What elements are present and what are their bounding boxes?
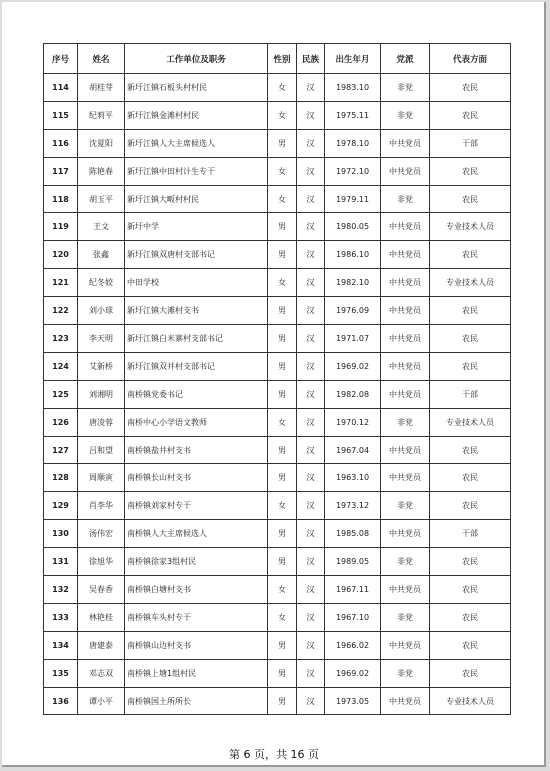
name-cell: 李天明 xyxy=(78,325,125,353)
gender-cell: 男 xyxy=(268,548,297,576)
party-cell: 中共党员 xyxy=(381,213,430,241)
birth-cell: 1970.12 xyxy=(325,408,381,436)
birth-cell: 1986.10 xyxy=(325,241,381,269)
birth-cell: 1973.05 xyxy=(325,687,381,715)
unit-cell: 新圩江镇金滩村村民 xyxy=(125,101,268,129)
header-name: 姓名 xyxy=(78,44,125,74)
seq-cell: 117 xyxy=(44,157,78,185)
gender-cell: 男 xyxy=(268,213,297,241)
seq-cell: 129 xyxy=(44,492,78,520)
name-cell: 吴春香 xyxy=(78,576,125,604)
ethnicity-cell: 汉 xyxy=(297,492,325,520)
representation-cell: 农民 xyxy=(430,352,511,380)
name-cell: 肖李华 xyxy=(78,492,125,520)
unit-cell: 新圩江镇双唐村支部书记 xyxy=(125,241,268,269)
unit-cell: 南桥镇党委书记 xyxy=(125,380,268,408)
unit-cell: 新圩江镇中田村计生专干 xyxy=(125,157,268,185)
gender-cell: 男 xyxy=(268,352,297,380)
seq-cell: 130 xyxy=(44,520,78,548)
gender-cell: 女 xyxy=(268,492,297,520)
gender-cell: 男 xyxy=(268,380,297,408)
representation-cell: 专业技术人员 xyxy=(430,408,511,436)
unit-cell: 新圩江镇双井村支部书记 xyxy=(125,352,268,380)
seq-cell: 126 xyxy=(44,408,78,436)
representation-cell: 专业技术人员 xyxy=(430,213,511,241)
seq-cell: 128 xyxy=(44,464,78,492)
party-cell: 中共党员 xyxy=(381,520,430,548)
party-cell: 中共党员 xyxy=(381,464,430,492)
representation-cell: 干部 xyxy=(430,129,511,157)
party-cell: 非党 xyxy=(381,492,430,520)
party-cell: 非党 xyxy=(381,74,430,102)
name-cell: 汤伟宏 xyxy=(78,520,125,548)
table-row xyxy=(44,241,511,269)
ethnicity-cell: 汉 xyxy=(297,352,325,380)
birth-cell: 1967.04 xyxy=(325,436,381,464)
birth-cell: 1973.12 xyxy=(325,492,381,520)
birth-cell: 1982.10 xyxy=(325,269,381,297)
unit-cell: 南桥镇盐井村支书 xyxy=(125,436,268,464)
table-row xyxy=(44,687,511,715)
gender-cell: 男 xyxy=(268,129,297,157)
table-row xyxy=(44,603,511,631)
name-cell: 徐旭华 xyxy=(78,548,125,576)
name-cell: 陈艳春 xyxy=(78,157,125,185)
seq-cell: 123 xyxy=(44,325,78,353)
ethnicity-cell: 汉 xyxy=(297,297,325,325)
table-row xyxy=(44,380,511,408)
party-cell: 非党 xyxy=(381,603,430,631)
unit-cell: 新圩江镇大畈村村民 xyxy=(125,185,268,213)
seq-cell: 134 xyxy=(44,631,78,659)
name-cell: 胡桂芽 xyxy=(78,74,125,102)
unit-cell: 南桥镇长山村支书 xyxy=(125,464,268,492)
party-cell: 中共党员 xyxy=(381,687,430,715)
table-row xyxy=(44,185,511,213)
representation-cell: 农民 xyxy=(430,325,511,353)
ethnicity-cell: 汉 xyxy=(297,687,325,715)
party-cell: 中共党员 xyxy=(381,241,430,269)
gender-cell: 男 xyxy=(268,687,297,715)
birth-cell: 1982.08 xyxy=(325,380,381,408)
unit-cell: 新圩江镇白米寨村支部书记 xyxy=(125,325,268,353)
gender-cell: 男 xyxy=(268,631,297,659)
party-cell: 中共党员 xyxy=(381,352,430,380)
name-cell: 唐建泰 xyxy=(78,631,125,659)
representation-cell: 干部 xyxy=(430,380,511,408)
birth-cell: 1989.05 xyxy=(325,548,381,576)
representation-cell: 农民 xyxy=(430,659,511,687)
seq-cell: 135 xyxy=(44,659,78,687)
table-row xyxy=(44,213,511,241)
ethnicity-cell: 汉 xyxy=(297,603,325,631)
unit-cell: 南桥镇白塘村支书 xyxy=(125,576,268,604)
birth-cell: 1979.11 xyxy=(325,185,381,213)
table-row xyxy=(44,157,511,185)
page-footer: 第 6 页，共 16 页 xyxy=(229,748,319,761)
seq-cell: 122 xyxy=(44,297,78,325)
seq-cell: 121 xyxy=(44,269,78,297)
unit-cell: 南桥镇刘家村专干 xyxy=(125,492,268,520)
representation-cell: 农民 xyxy=(430,603,511,631)
unit-cell: 南桥镇车头村专干 xyxy=(125,603,268,631)
table-row xyxy=(44,101,511,129)
unit-cell: 南桥镇上塘1组村民 xyxy=(125,659,268,687)
ethnicity-cell: 汉 xyxy=(297,436,325,464)
representation-cell: 农民 xyxy=(430,436,511,464)
gender-cell: 男 xyxy=(268,464,297,492)
name-cell: 王文 xyxy=(78,213,125,241)
header-gender: 性别 xyxy=(268,44,297,74)
ethnicity-cell: 汉 xyxy=(297,101,325,129)
ethnicity-cell: 汉 xyxy=(297,464,325,492)
birth-cell: 1967.10 xyxy=(325,603,381,631)
name-cell: 张鑫 xyxy=(78,241,125,269)
name-cell: 邓志双 xyxy=(78,659,125,687)
gender-cell: 女 xyxy=(268,576,297,604)
representation-cell: 农民 xyxy=(430,157,511,185)
table-row xyxy=(44,631,511,659)
seq-cell: 115 xyxy=(44,101,78,129)
name-cell: 唐凌蓉 xyxy=(78,408,125,436)
party-cell: 中共党员 xyxy=(381,576,430,604)
name-cell: 周顺寅 xyxy=(78,464,125,492)
name-cell: 谭小平 xyxy=(78,687,125,715)
ethnicity-cell: 汉 xyxy=(297,380,325,408)
document-page xyxy=(2,2,546,767)
seq-cell: 124 xyxy=(44,352,78,380)
table-row xyxy=(44,464,511,492)
birth-cell: 1963.10 xyxy=(325,464,381,492)
unit-cell: 新圩江镇人大主席候选人 xyxy=(125,129,268,157)
gender-cell: 男 xyxy=(268,297,297,325)
gender-cell: 女 xyxy=(268,603,297,631)
table-row xyxy=(44,352,511,380)
ethnicity-cell: 汉 xyxy=(297,325,325,353)
party-cell: 非党 xyxy=(381,408,430,436)
header-party: 党派 xyxy=(381,44,430,74)
seq-cell: 120 xyxy=(44,241,78,269)
birth-cell: 1969.02 xyxy=(325,352,381,380)
ethnicity-cell: 汉 xyxy=(297,157,325,185)
representation-cell: 农民 xyxy=(430,492,511,520)
birth-cell: 1971.07 xyxy=(325,325,381,353)
name-cell: 吕和望 xyxy=(78,436,125,464)
seq-cell: 127 xyxy=(44,436,78,464)
party-cell: 中共党员 xyxy=(381,631,430,659)
unit-cell: 南桥镇国土所所长 xyxy=(125,687,268,715)
header-unit: 工作单位及职务 xyxy=(125,44,268,74)
unit-cell: 新圩江镇石板头村村民 xyxy=(125,74,268,102)
table-row xyxy=(44,74,511,102)
ethnicity-cell: 汉 xyxy=(297,185,325,213)
birth-cell: 1969.02 xyxy=(325,659,381,687)
table-row xyxy=(44,520,511,548)
party-cell: 非党 xyxy=(381,548,430,576)
representation-cell: 农民 xyxy=(430,631,511,659)
ethnicity-cell: 汉 xyxy=(297,241,325,269)
representation-cell: 农民 xyxy=(430,548,511,576)
representation-cell: 农民 xyxy=(430,74,511,102)
seq-cell: 125 xyxy=(44,380,78,408)
ethnicity-cell: 汉 xyxy=(297,408,325,436)
table-row xyxy=(44,408,511,436)
birth-cell: 1972.10 xyxy=(325,157,381,185)
representation-cell: 农民 xyxy=(430,101,511,129)
seq-cell: 116 xyxy=(44,129,78,157)
gender-cell: 男 xyxy=(268,520,297,548)
name-cell: 刘湘明 xyxy=(78,380,125,408)
header-ethnicity: 民族 xyxy=(297,44,325,74)
representation-cell: 农民 xyxy=(430,185,511,213)
name-cell: 纪莉平 xyxy=(78,101,125,129)
ethnicity-cell: 汉 xyxy=(297,520,325,548)
ethnicity-cell: 汉 xyxy=(297,269,325,297)
representation-cell: 专业技术人员 xyxy=(430,269,511,297)
party-cell: 非党 xyxy=(381,659,430,687)
party-cell: 非党 xyxy=(381,101,430,129)
unit-cell: 南桥中心小学语文教师 xyxy=(125,408,268,436)
representatives-table xyxy=(43,43,511,715)
birth-cell: 1983.10 xyxy=(325,74,381,102)
party-cell: 中共党员 xyxy=(381,380,430,408)
table-body xyxy=(44,74,511,715)
name-cell: 刘小球 xyxy=(78,297,125,325)
name-cell: 纪冬姣 xyxy=(78,269,125,297)
party-cell: 中共党员 xyxy=(381,157,430,185)
ethnicity-cell: 汉 xyxy=(297,631,325,659)
table-row xyxy=(44,325,511,353)
ethnicity-cell: 汉 xyxy=(297,74,325,102)
representation-cell: 农民 xyxy=(430,297,511,325)
table-row xyxy=(44,269,511,297)
ethnicity-cell: 汉 xyxy=(297,213,325,241)
party-cell: 中共党员 xyxy=(381,436,430,464)
gender-cell: 女 xyxy=(268,185,297,213)
party-cell: 非党 xyxy=(381,185,430,213)
header-birth: 出生年月 xyxy=(325,44,381,74)
name-cell: 艾新桥 xyxy=(78,352,125,380)
seq-cell: 133 xyxy=(44,603,78,631)
seq-cell: 132 xyxy=(44,576,78,604)
unit-cell: 新圩中学 xyxy=(125,213,268,241)
table-row xyxy=(44,576,511,604)
table-row xyxy=(44,129,511,157)
gender-cell: 男 xyxy=(268,325,297,353)
unit-cell: 南桥镇山边村支书 xyxy=(125,631,268,659)
party-cell: 中共党员 xyxy=(381,297,430,325)
birth-cell: 1978.10 xyxy=(325,129,381,157)
header-seq: 序号 xyxy=(44,44,78,74)
name-cell: 胡玉平 xyxy=(78,185,125,213)
representation-cell: 农民 xyxy=(430,464,511,492)
seq-cell: 131 xyxy=(44,548,78,576)
seq-cell: 114 xyxy=(44,74,78,102)
gender-cell: 男 xyxy=(268,241,297,269)
seq-cell: 118 xyxy=(44,185,78,213)
table-row xyxy=(44,548,511,576)
ethnicity-cell: 汉 xyxy=(297,129,325,157)
party-cell: 中共党员 xyxy=(381,129,430,157)
gender-cell: 男 xyxy=(268,659,297,687)
unit-cell: 南桥镇徐家3组村民 xyxy=(125,548,268,576)
birth-cell: 1980.05 xyxy=(325,213,381,241)
gender-cell: 女 xyxy=(268,157,297,185)
name-cell: 沈夏阳 xyxy=(78,129,125,157)
table-row xyxy=(44,436,511,464)
seq-cell: 119 xyxy=(44,213,78,241)
birth-cell: 1976.09 xyxy=(325,297,381,325)
representation-cell: 农民 xyxy=(430,241,511,269)
ethnicity-cell: 汉 xyxy=(297,548,325,576)
representation-cell: 干部 xyxy=(430,520,511,548)
gender-cell: 女 xyxy=(268,101,297,129)
table-header-row xyxy=(44,44,511,74)
seq-cell: 136 xyxy=(44,687,78,715)
table-row xyxy=(44,297,511,325)
representation-cell: 专业技术人员 xyxy=(430,687,511,715)
party-cell: 中共党员 xyxy=(381,269,430,297)
table-row xyxy=(44,492,511,520)
party-cell: 中共党员 xyxy=(381,325,430,353)
unit-cell: 中田学校 xyxy=(125,269,268,297)
unit-cell: 新圩江镇大滩村支书 xyxy=(125,297,268,325)
header-representation: 代表方面 xyxy=(430,44,511,74)
name-cell: 林艳桂 xyxy=(78,603,125,631)
birth-cell: 1975.11 xyxy=(325,101,381,129)
gender-cell: 男 xyxy=(268,436,297,464)
birth-cell: 1967.11 xyxy=(325,576,381,604)
unit-cell: 南桥镇人大主席候选人 xyxy=(125,520,268,548)
birth-cell: 1966.02 xyxy=(325,631,381,659)
ethnicity-cell: 汉 xyxy=(297,659,325,687)
table-row xyxy=(44,659,511,687)
gender-cell: 女 xyxy=(268,74,297,102)
representation-cell: 农民 xyxy=(430,576,511,604)
gender-cell: 女 xyxy=(268,269,297,297)
birth-cell: 1985.08 xyxy=(325,520,381,548)
gender-cell: 女 xyxy=(268,408,297,436)
ethnicity-cell: 汉 xyxy=(297,576,325,604)
